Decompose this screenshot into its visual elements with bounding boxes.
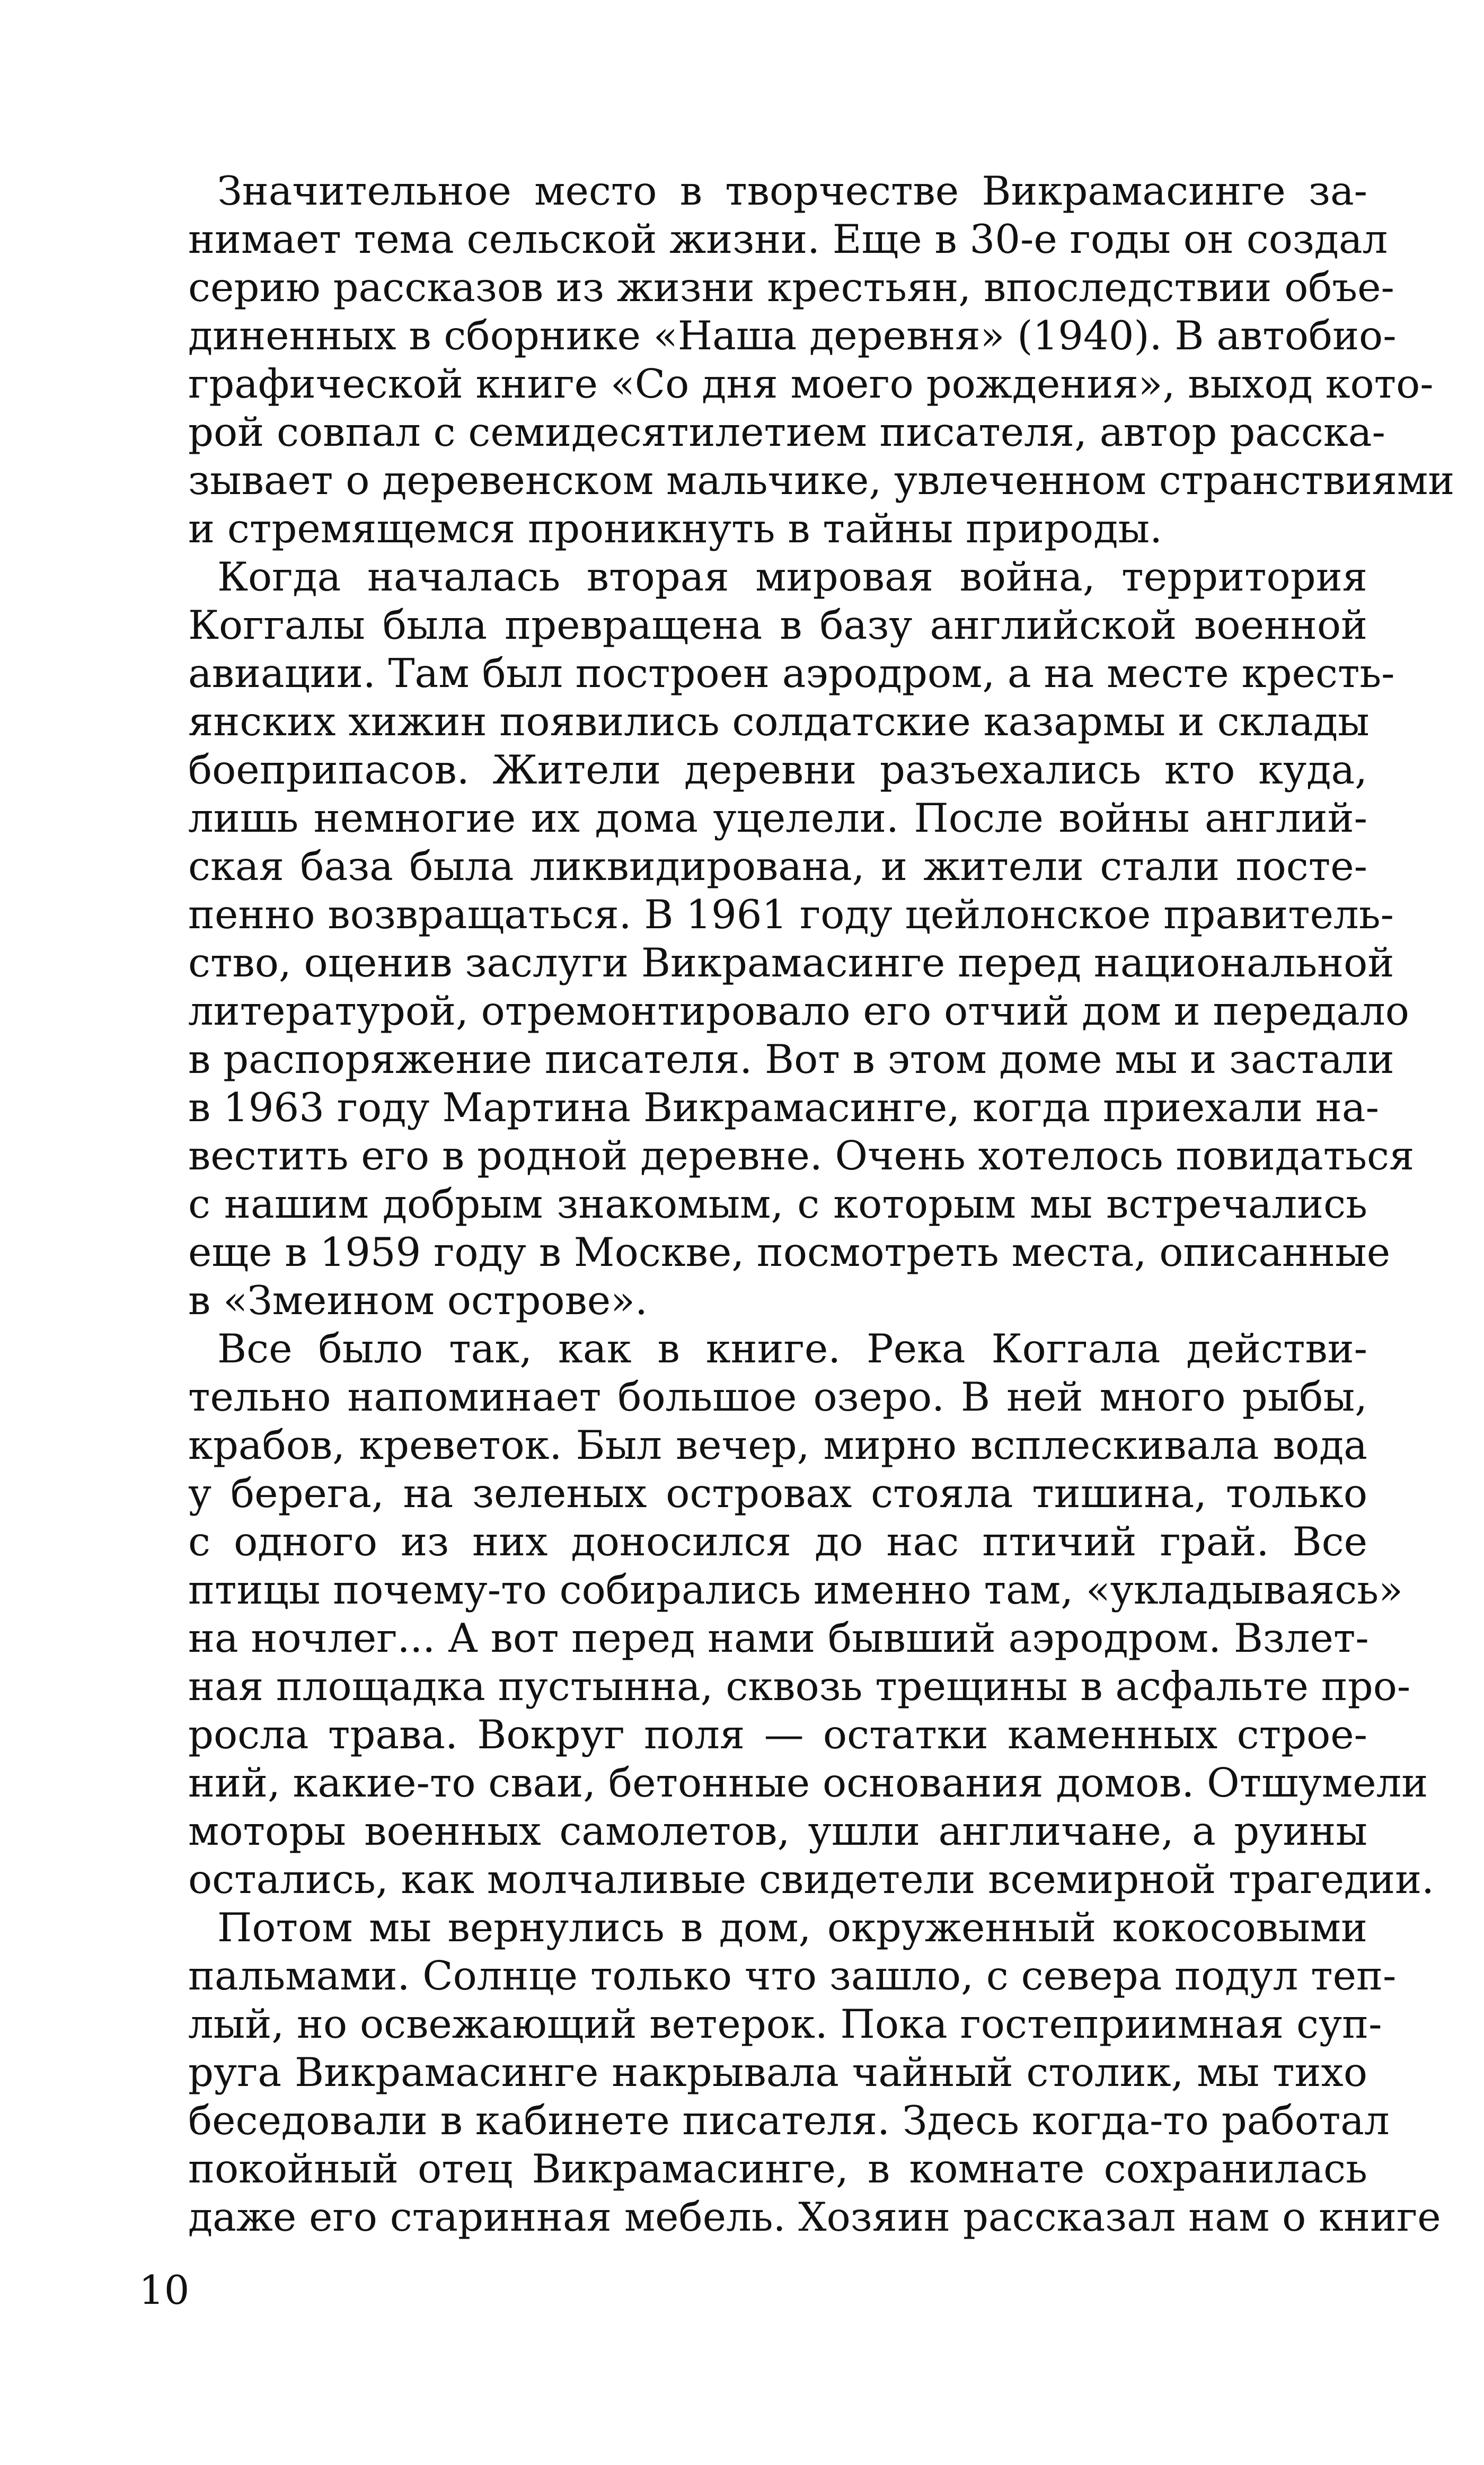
text-line: на ночлег... А вот перед нами бывший аэродром. Взлет- <box>188 1615 1369 1661</box>
text-line: в 1963 году Мартина Викрамасинге, когда приехали на- <box>188 1084 1379 1131</box>
body-text <box>188 167 1455 2241</box>
text-line: пенно возвращаться. В 1961 году цейлонское правитель- <box>188 891 1394 938</box>
text-line: литературой, отремонтировало его отчий дом и передало <box>188 988 1409 1034</box>
text-line: тельно напоминает большое озеро. В ней много рыбы, <box>188 1374 1367 1420</box>
text-line: ство, оценив заслуги Викрамасинге перед национальной <box>188 939 1394 986</box>
text-line: остались, как молчаливые свидетели всемирной трагедии. <box>188 1856 1434 1903</box>
text-line: крабов, креветок. Был вечер, мирно всплескивала вода <box>188 1422 1367 1468</box>
text-line: графической книге «Со дня моего рождения», выход кото- <box>188 360 1434 407</box>
text-line: с нашим добрым знакомым, с которым мы встречались <box>188 1181 1367 1227</box>
text-line: с одного из них доносился до нас птичий грай. Все <box>188 1518 1367 1565</box>
text-line: Значительное место в творчестве Викрамасинге за- <box>217 168 1367 214</box>
text-line: даже его старинная мебель. Хозяин рассказал нам о книге <box>188 2194 1441 2240</box>
text-line: серию рассказов из жизни крестьян, впоследствии объе- <box>188 264 1394 311</box>
text-line: моторы военных самолетов, ушли англичане, а руины <box>188 1808 1367 1854</box>
text-line: руга Викрамасинге накрывала чайный столик, мы тихо <box>188 2049 1367 2096</box>
text-line: в «Змеином острове». <box>188 1277 648 1324</box>
text-line: птицы почему-то собирались именно там, «укладываясь» <box>188 1566 1403 1613</box>
paragraph <box>188 1325 1434 1904</box>
text-line: янских хижин появились солдатские казармы и склады <box>188 698 1370 745</box>
text-line: боеприпасов. Жители деревни разъехались кто куда, <box>188 746 1367 793</box>
text-line: в распоряжение писателя. Вот в этом доме мы и застали <box>188 1036 1394 1082</box>
paragraph <box>188 167 1455 553</box>
page-number: 10 <box>139 2267 190 2313</box>
text-line: ная площадка пустынна, сквозь трещины в асфальте про- <box>188 1663 1411 1710</box>
text-line: зывает о деревенском мальчике, увлеченном странствиями <box>188 457 1455 504</box>
text-line: Коггалы была превращена в базу английской военной <box>188 602 1367 648</box>
text-line: и стремящемся проникнуть в тайны природы. <box>188 505 1162 552</box>
paragraph <box>188 553 1415 1325</box>
text-line: покойный отец Викрамасинге, в комнате сохранилась <box>188 2145 1367 2192</box>
text-line: диненных в сборнике «Наша деревня» (1940). В автобио- <box>188 312 1397 359</box>
text-line: Потом мы вернулись в дом, окруженный кокосовыми <box>217 1904 1367 1951</box>
text-line: вестить его в родной деревне. Очень хотелось повидаться <box>188 1132 1415 1179</box>
text-line: беседовали в кабинете писателя. Здесь когда-то работал <box>188 2097 1390 2144</box>
text-line: лишь немногие их дома уцелели. После войны англий- <box>188 795 1367 841</box>
text-line: Когда началась вторая мировая война, территория <box>217 553 1367 600</box>
text-line: рой совпал с семидесятилетием писателя, автор расска- <box>188 409 1385 455</box>
text-line: ний, какие-то сваи, бетонные основания домов. Отшумели <box>188 1759 1428 1806</box>
text-line: у берега, на зеленых островах стояла тишина, только <box>188 1470 1367 1517</box>
text-line: Все было так, как в книге. Река Коггала действи- <box>217 1325 1367 1372</box>
paragraph <box>188 1904 1441 2241</box>
text-line: росла трава. Вокруг поля — остатки каменных строе- <box>188 1711 1367 1758</box>
text-line: авиации. Там был построен аэродром, а на месте кресть- <box>188 650 1395 697</box>
text-line: ская база была ликвидирована, и жители стали посте- <box>188 843 1367 890</box>
text-line: пальмами. Солнце только что зашло, с севера подул теп- <box>188 1952 1397 1999</box>
text-line: лый, но освежающий ветерок. Пока гостеприимная суп- <box>188 2001 1382 2047</box>
text-line: еще в 1959 году в Москве, посмотреть места, описанные <box>188 1229 1391 1275</box>
text-line: нимает тема сельской жизни. Еще в 30-е годы он создал <box>188 216 1388 262</box>
